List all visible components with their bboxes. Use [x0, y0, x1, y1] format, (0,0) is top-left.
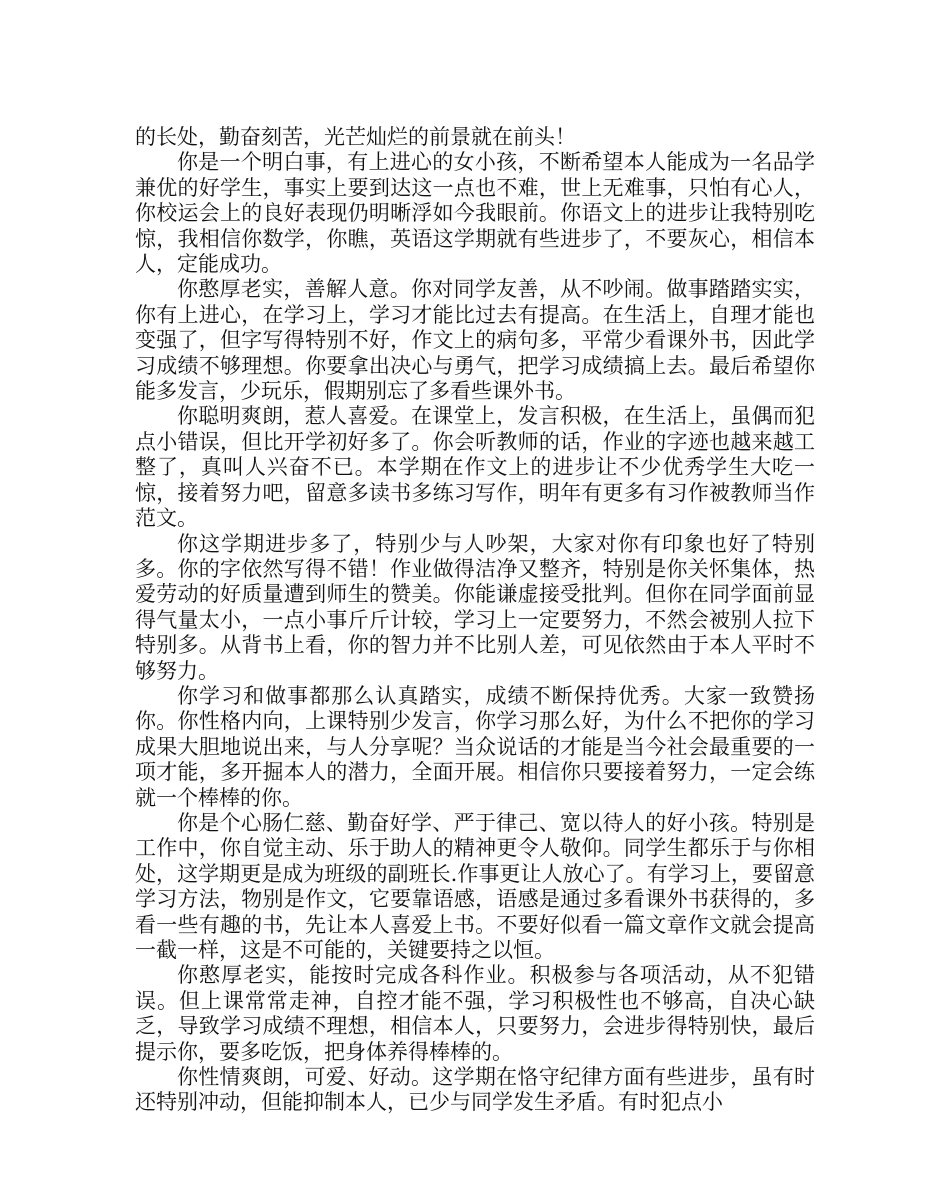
paragraph-1: 的长处，勤奋刻苦，光芒灿烂的前景就在前头！ [135, 125, 576, 149]
document-body [135, 125, 815, 1116]
paragraph-2: 你是一个明白事，有上进心的女小孩，不断希望本人能成为一名品学兼优的好学生，事实上要到达这一点也不难，世上无难事，只怕有心人，你校运会上的良好表现仍明晰浮如今我眼前。你语文上的进步让我特别吃惊，我相信你数学，你瞧，英语这学期就有些进步了，不要灰心，相信本人，定能成功。 [135, 150, 815, 277]
paragraph-6: 你学习和做事都那么认真踏实，成绩不断保持优秀。大家一致赞扬你。你性格内向，上课特别少发言，你学习那么好，为什么不把你的学习成果大胆地说出来，与人分享呢？当众说话的才能是当今社会最重要的一项才能，多开掘本人的潜力，全面开展。相信你只要接着努力，一定会练就一个棒棒的你。 [135, 683, 815, 810]
paragraph-9: 你性情爽朗，可爱、好动。这学期在恪守纪律方面有些进步，虽有时还特别冲动，但能抑制本人，已少与同学发生矛盾。有时犯点小 [135, 1065, 815, 1115]
paragraph-5: 你这学期进步多了，特别少与人吵架，大家对你有印象也好了特别多。你的字依然写得不错！作业做得洁净又整齐，特别是你关怀集体，热爱劳动的好质量遭到师生的赞美。你能谦虚接受批判。但你在同学面前显得气量太小，一点小事斤斤计较，学习上一定要努力，不然会被别人拉下特别多。从背书上看，你的智力并不比别人差，可见依然由于本人平时不够努力。 [135, 531, 815, 683]
paragraph-8: 你憨厚老实，能按时完成各科作业。积极参与各项活动，从不犯错误。但上课常常走神，自控才能不强，学习积极性也不够高，自决心缺乏，导致学习成绩不理想，相信本人，只要努力，会进步得特别快，最后提示你，要多吃饭，把身体养得棒棒的。 [135, 963, 815, 1064]
paragraph-4: 你聪明爽朗，惹人喜爱。在课堂上，发言积极，在生活上，虽偶而犯点小错误，但比开学初好多了。你会听教师的话，作业的字迹也越来越工整了，真叫人兴奋不已。本学期在作文上的进步让不少优秀学生大吃一惊，接着努力吧，留意多读书多练习写作，明年有更多有习作被教师当作范文。 [135, 404, 815, 531]
paragraph-3: 你憨厚老实，善解人意。你对同学友善，从不吵闹。做事踏踏实实，你有上进心，在学习上，学习才能比过去有提高。在生活上，自理才能也变强了，但字写得特别不好，作文上的病句多，平常少看课外书，因此学习成绩不够理想。你要拿出决心与勇气，把学习成绩搞上去。最后希望你能多发言，少玩乐，假期别忘了多看些课外书。 [135, 277, 815, 404]
paragraph-7: 你是个心肠仁慈、勤奋好学、严于律己、宽以待人的好小孩。特别是工作中，你自觉主动、乐于助人的精神更令人敬仰。同学生都乐于与你相处，这学期更是成为班级的副班长.作事更让人放心了。有学习上，要留意学习方法，物别是作文，它要靠语感，语感是通过多看课外书获得的，多看一些有趣的书，先让本人喜爱上书。不要好似看一篇文章作文就会提高一截一样，这是不可能的，关键要持之以恒。 [135, 810, 815, 962]
